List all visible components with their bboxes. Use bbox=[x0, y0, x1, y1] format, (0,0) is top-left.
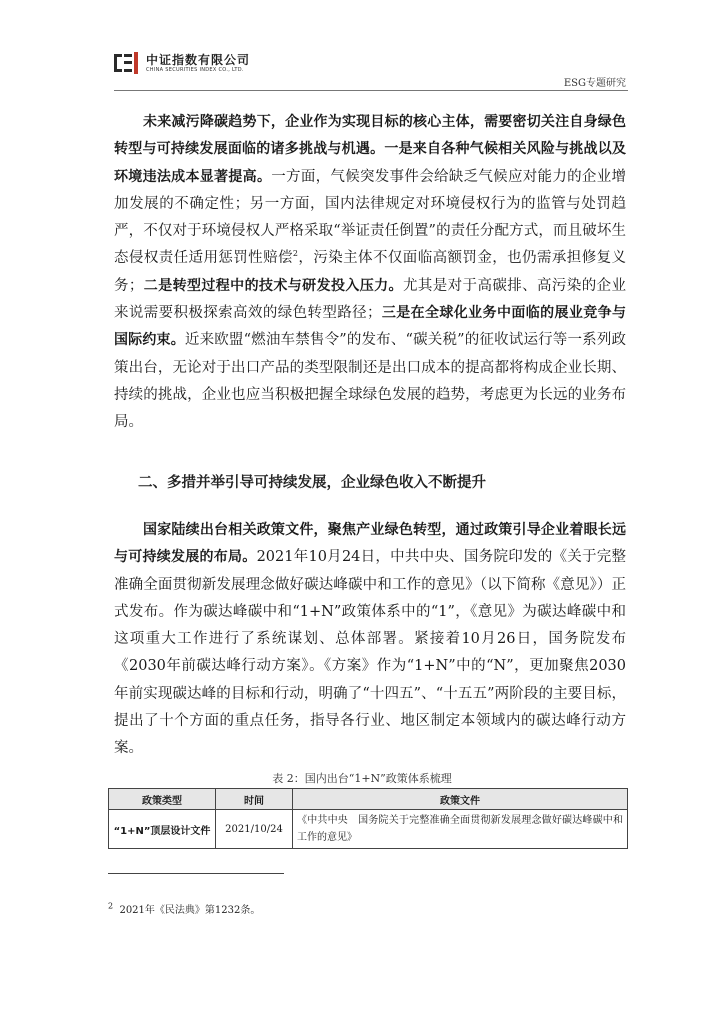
para1-text-4: 近来欧盟“燃油车禁售令”的发布、“碳关税”的征收试运行等一系列政策出台，无论对于出口产品的类型限制还是出口成本的提高都将构成企业长期、持续的挑战，企业也应当积极把握全球绿色发展的趋势，考虑更为长远的业务布局。 bbox=[114, 332, 627, 431]
policy-table bbox=[108, 788, 628, 849]
para1-text-2: ，污染主体不仅面临高额罚金，也仍需承担修复义务； bbox=[114, 250, 627, 294]
footnote bbox=[108, 901, 260, 916]
company-logo bbox=[114, 52, 250, 74]
column-header: 政策类型 bbox=[109, 789, 216, 810]
section-title: 二、多措并举引导可持续发展，企业绿色收入不断提升 bbox=[138, 475, 486, 491]
para1-bold-1: 未来减污降碳趋势下，企业作为实现目标的核心主体，需要密切关注自身绿色转型与可持续发展面临的诸多挑战与机遇。一是来自各种气候相关风险与挑战以及环境违法成本显著提高。 bbox=[114, 114, 626, 185]
table-caption: 表 2：国内出台“1+N”政策体系梳理 bbox=[272, 772, 452, 785]
company-name-en: CHINA SECURITIES INDEX CO., LTD. bbox=[146, 66, 244, 73]
footnote-text: 2021年《民法典》第1232条。 bbox=[119, 905, 261, 916]
cell-date: 2021/10/24 bbox=[216, 810, 293, 849]
footnote-number: 2 bbox=[108, 901, 114, 911]
cell-policy-type: “1+N”顶层设计文件 bbox=[109, 810, 216, 849]
table-header-row bbox=[109, 789, 628, 810]
footnote-ref: 2 bbox=[292, 249, 299, 259]
column-header: 政策文件 bbox=[293, 789, 628, 810]
page-header bbox=[114, 52, 626, 90]
para2-text-1: 2021年10月24日，中共中央、国务院印发的《关于完整准确全面贯彻新发展理念做好碳达峰碳中和工作的意见》（以下简称《意见》）正式发布。作为碳达峰碳中和“1+N”政策体系中的“1”，《意见》为碳达峰碳中和这项重大工作进行了系统谋划、总体部署。紧接着10月26日，国务院发布《2030年前碳达峰行动方案》。《方案》作为“1+N”中的“N”，更加聚焦2030年前实现碳达峰的目标和行动，明确了“十四五”、“十五五”两阶段的主要目标，提出了十个方面的重点任务，指导各行业、地区制定本领域内的碳达峰行动方案。 bbox=[114, 549, 626, 757]
logo-mark-icon bbox=[114, 52, 140, 74]
para1-bold-2: 二是转型过程中的技术与研发投入压力。 bbox=[143, 277, 403, 294]
cell-policy-document: 《中共中央 国务院关于完整准确全面贯彻新发展理念做好碳达峰碳中和工作的意见》 bbox=[293, 810, 628, 849]
paragraph-challenges bbox=[114, 109, 626, 437]
report-series: ESG专题研究 bbox=[563, 78, 626, 89]
para1-text-1: 一方面，气候突发事件会给缺乏气候应对能力的企业增加发展的不确定性；另一方面，国内法律规定对环境侵权行为的监管与处罚趋严，不仅对于环境侵权人严格采取“举证责任倒置”的责任分配方式，而且破坏生态侵权责任适用惩罚性赔偿 bbox=[114, 168, 627, 267]
para1-text-3: 尤其是对于高碳排、高污染的企业来说需要积极探索高效的绿色转型路径； bbox=[114, 277, 627, 322]
para2-bold-1: 国家陆续出台相关政策文件，聚焦产业绿色转型，通过政策引导企业着眼长远与可持续发展的布局。 bbox=[114, 522, 626, 566]
header-divider bbox=[114, 90, 628, 91]
paragraph-policy bbox=[114, 517, 626, 763]
table-row bbox=[109, 810, 628, 849]
column-header: 时间 bbox=[216, 789, 293, 810]
footnote-divider bbox=[108, 873, 284, 874]
company-name-cn: 中证指数有限公司 bbox=[146, 52, 251, 67]
para1-bold-3: 三是在全球化业务中面临的展业竞争与国际约束。 bbox=[114, 305, 626, 349]
